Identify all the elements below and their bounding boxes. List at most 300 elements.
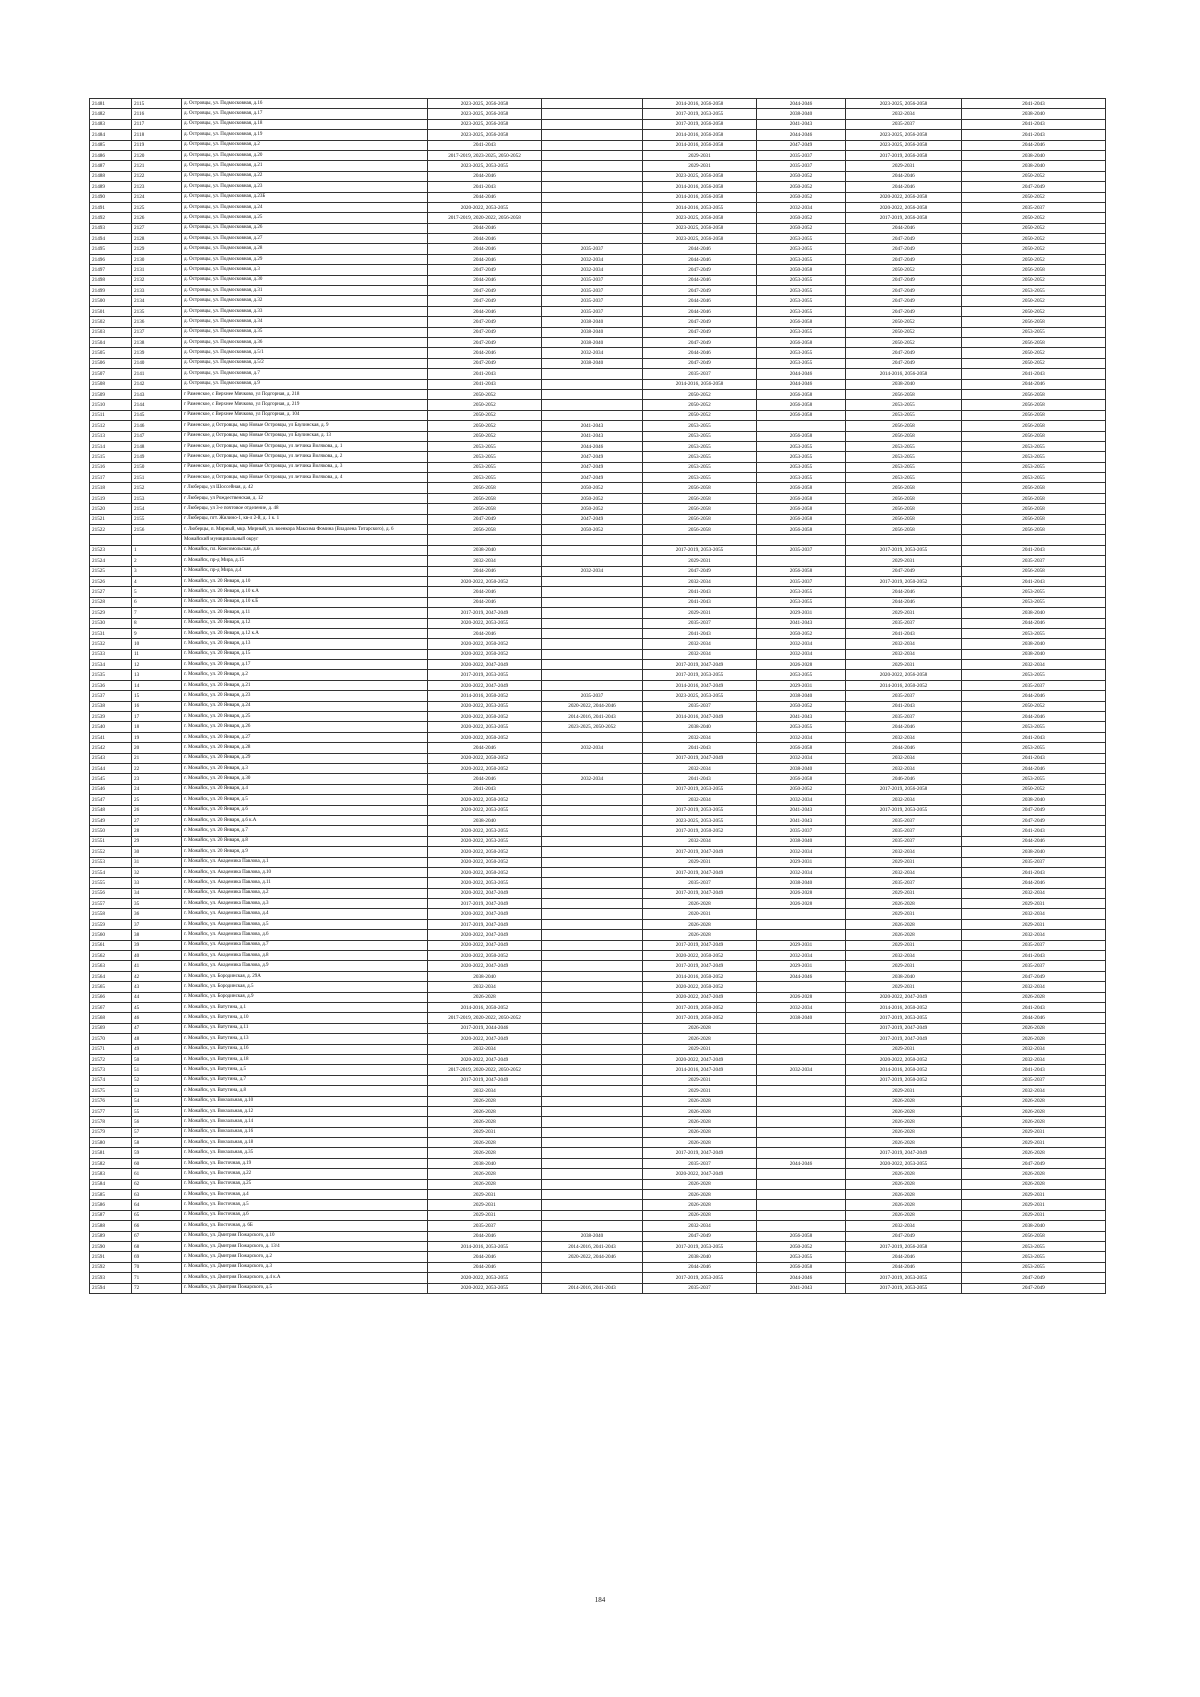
period-1-cell: 2020-2022, 2050-2052: [428, 576, 542, 586]
period-2-cell: [542, 1034, 643, 1044]
period-2-cell: [542, 639, 643, 649]
period-1-cell: 2050-2052: [428, 431, 542, 441]
period-5-cell: 2032-2034: [846, 1221, 962, 1231]
period-3-cell: 2020-2022, 2047-2049: [643, 1054, 757, 1064]
row-number-cell: 21482: [90, 109, 132, 119]
table-row: [90, 712, 1106, 722]
period-6-cell: 2050-2052: [962, 275, 1106, 285]
period-6-cell: 2053-2055: [962, 441, 1106, 451]
period-1-cell: 2047-2049: [428, 296, 542, 306]
address-cell: г. Можайск, ул. Дмитрия Пожарского, д.4 к.А: [182, 1273, 428, 1283]
period-6-cell: 2050-2052: [962, 223, 1106, 233]
period-2-cell: [542, 389, 643, 399]
address-cell: д. Островцы, ул. Подмосковная, д.29: [182, 254, 428, 264]
period-2-cell: [542, 670, 643, 680]
period-3-cell: 2032-2034: [643, 576, 757, 586]
period-1-cell: 2017-2019, 2047-2049: [428, 608, 542, 618]
item-number-cell: 2138: [132, 337, 182, 347]
row-number-cell: 21518: [90, 483, 132, 493]
period-1-cell: 2026-2028: [428, 992, 542, 1002]
period-5-cell: 2026-2028: [846, 1106, 962, 1116]
table-row: [90, 566, 1106, 576]
row-number-cell: 21577: [90, 1106, 132, 1116]
table-row: [90, 410, 1106, 420]
address-cell: г. Можайск, ул. 20 Января, д.13: [182, 639, 428, 649]
period-4-cell: 2053-2055: [757, 473, 846, 483]
item-number-cell: 2132: [132, 275, 182, 285]
row-number-cell: 21531: [90, 628, 132, 638]
period-4-cell: 2053-2055: [757, 306, 846, 316]
row-number-cell: 21555: [90, 878, 132, 888]
period-5-cell: 2038-2040: [846, 971, 962, 981]
period-1-cell: 2044-2046: [428, 192, 542, 202]
period-1-cell: 2044-2046: [428, 306, 542, 316]
table-row: [90, 722, 1106, 732]
period-4-cell: 2053-2055: [757, 587, 846, 597]
period-1-cell: 2023-2025, 2056-2058: [428, 119, 542, 129]
period-5-cell: 2026-2028: [846, 1210, 962, 1220]
address-cell: г. Можайск, ул. 20 Января, д.6: [182, 805, 428, 815]
period-5-cell: 2026-2028: [846, 919, 962, 929]
row-number-cell: 21546: [90, 784, 132, 794]
period-6-cell: 2041-2043: [962, 753, 1106, 763]
period-6-cell: 2050-2052: [962, 213, 1106, 223]
period-6-cell: 2053-2055: [962, 473, 1106, 483]
period-6-cell: 2056-2058: [962, 265, 1106, 275]
period-3-cell: 2017-2019, 2047-2049: [643, 940, 757, 950]
table-row: [90, 587, 1106, 597]
period-3-cell: 2032-2034: [643, 732, 757, 742]
table-row: [90, 909, 1106, 919]
period-6-cell: 2041-2043: [962, 545, 1106, 555]
row-number-cell: 21505: [90, 348, 132, 358]
period-6-cell: 2026-2028: [962, 1096, 1106, 1106]
address-cell: г. Можайск, ул. Восточная, д.4: [182, 1190, 428, 1200]
period-5-cell: 2026-2028: [846, 1127, 962, 1137]
period-1-cell: 2044-2046: [428, 244, 542, 254]
period-4-cell: 2029-2031: [757, 680, 846, 690]
table-row: [90, 649, 1106, 659]
item-number-cell: 2120: [132, 150, 182, 160]
table-row: [90, 140, 1106, 150]
period-4-cell: 2053-2055: [757, 722, 846, 732]
register-table-container: [89, 98, 1105, 1294]
period-4-cell: 2056-2058: [757, 504, 846, 514]
period-5-cell: 2056-2058: [846, 514, 962, 524]
period-3-cell: 2038-2040: [643, 1252, 757, 1262]
table-row: [90, 109, 1106, 119]
period-4-cell: 2044-2046: [757, 971, 846, 981]
row-number-cell: 21591: [90, 1252, 132, 1262]
period-4-cell: [757, 1210, 846, 1220]
item-number-cell: 10: [132, 639, 182, 649]
period-1-cell: 2044-2046: [428, 348, 542, 358]
period-1-cell: 2044-2046: [428, 587, 542, 597]
address-cell: д. Островцы, ул. Подмосковная, д.19: [182, 130, 428, 140]
item-number-cell: 40: [132, 951, 182, 961]
row-number-cell: 21572: [90, 1054, 132, 1064]
period-1-cell: 2038-2040: [428, 545, 542, 555]
period-6-cell: 2026-2028: [962, 1106, 1106, 1116]
period-6-cell: 2053-2055: [962, 670, 1106, 680]
period-4-cell: 2056-2058: [757, 317, 846, 327]
period-6-cell: 2041-2043: [962, 119, 1106, 129]
item-number-cell: 26: [132, 805, 182, 815]
row-number-cell: 21563: [90, 961, 132, 971]
period-5-cell: 2035-2037: [846, 712, 962, 722]
period-3-cell: 2053-2055: [643, 441, 757, 451]
period-3-cell: 2053-2055: [643, 462, 757, 472]
address-cell: г. Можайск, ул. Академика Павлова, д.4: [182, 909, 428, 919]
item-number-cell: 67: [132, 1231, 182, 1241]
period-4-cell: 2053-2055: [757, 327, 846, 337]
period-6-cell: 2032-2034: [962, 909, 1106, 919]
period-5-cell: 2029-2031: [846, 909, 962, 919]
row-number-cell: 21522: [90, 525, 132, 535]
row-number-cell: 21494: [90, 234, 132, 244]
period-3-cell: 2044-2046: [643, 348, 757, 358]
address-cell: г Раменское, д Островцы, мкр Новые Островцы, ул летчика Волчкова, д. 1: [182, 441, 428, 451]
period-3-cell: 2020-2022, 2050-2052: [643, 982, 757, 992]
address-cell: г. Можайск, ул. 20 Января, д.12 к.А: [182, 628, 428, 638]
period-1-cell: 2026-2028: [428, 1148, 542, 1158]
period-4-cell: 2050-2052: [757, 192, 846, 202]
row-number-cell: 21498: [90, 275, 132, 285]
period-2-cell: [542, 649, 643, 659]
address-cell: г. Можайск, ул. Дмитрия Пожарского, д.3: [182, 1262, 428, 1272]
table-row: [90, 608, 1106, 618]
row-number-cell: 21543: [90, 753, 132, 763]
period-4-cell: 2032-2034: [757, 867, 846, 877]
table-row: [90, 1210, 1106, 1220]
period-6-cell: 2050-2052: [962, 784, 1106, 794]
row-number-cell: 21512: [90, 421, 132, 431]
period-4-cell: 2026-2028: [757, 899, 846, 909]
row-number-cell: 21589: [90, 1231, 132, 1241]
item-number-cell: 2125: [132, 202, 182, 212]
table-row: [90, 1086, 1106, 1096]
period-5-cell: 2026-2028: [846, 1179, 962, 1189]
item-number-cell: 2140: [132, 358, 182, 368]
row-number-cell: 21517: [90, 473, 132, 483]
period-1-cell: 2050-2052: [428, 389, 542, 399]
table-row: [90, 826, 1106, 836]
item-number-cell: 18: [132, 722, 182, 732]
period-4-cell: [757, 1221, 846, 1231]
register-table: [89, 98, 1106, 1294]
period-4-cell: 2056-2058: [757, 566, 846, 576]
table-row: [90, 1127, 1106, 1137]
row-number-cell: 21497: [90, 265, 132, 275]
item-number-cell: 2143: [132, 389, 182, 399]
period-6-cell: 2038-2040: [962, 639, 1106, 649]
period-2-cell: 2050-2052: [542, 483, 643, 493]
period-6-cell: 2056-2058: [962, 566, 1106, 576]
period-4-cell: [757, 982, 846, 992]
period-3-cell: 2044-2046: [643, 244, 757, 254]
period-4-cell: 2035-2037: [757, 545, 846, 555]
period-4-cell: 2053-2055: [757, 286, 846, 296]
item-number-cell: 61: [132, 1169, 182, 1179]
table-row: [90, 660, 1106, 670]
period-4-cell: 2053-2055: [757, 348, 846, 358]
period-6-cell: 2038-2040: [962, 795, 1106, 805]
period-2-cell: [542, 1148, 643, 1158]
item-number-cell: 36: [132, 909, 182, 919]
period-6-cell: 2026-2028: [962, 1023, 1106, 1033]
period-1-cell: 2044-2046: [428, 275, 542, 285]
period-3-cell: 2041-2043: [643, 597, 757, 607]
period-6-cell: 2044-2046: [962, 878, 1106, 888]
period-4-cell: 2056-2058: [757, 743, 846, 753]
period-2-cell: [542, 1106, 643, 1116]
period-4-cell: 2044-2046: [757, 369, 846, 379]
item-number-cell: 2148: [132, 441, 182, 451]
period-6-cell: 2056-2058: [962, 400, 1106, 410]
period-3-cell: 2029-2031: [643, 608, 757, 618]
period-3-cell: 2050-2052: [643, 410, 757, 420]
period-3-cell: 2053-2055: [643, 431, 757, 441]
period-2-cell: 2041-2043: [542, 431, 643, 441]
period-2-cell: [542, 815, 643, 825]
period-2-cell: [542, 680, 643, 690]
table-row: [90, 576, 1106, 586]
address-cell: г. Можайск, ул. 20 Января, д.26: [182, 722, 428, 732]
period-4-cell: 2056-2058: [757, 1262, 846, 1272]
period-3-cell: 2017-2019, 2053-2055: [643, 1241, 757, 1251]
period-3-cell: 2053-2055: [643, 452, 757, 462]
period-6-cell: 2032-2034: [962, 1044, 1106, 1054]
item-number-cell: 14: [132, 680, 182, 690]
period-1-cell: 2023-2025, 2056-2058: [428, 130, 542, 140]
period-1-cell: 2023-2025, 2053-2055: [428, 161, 542, 171]
item-number-cell: 2149: [132, 452, 182, 462]
period-2-cell: 2032-2034: [542, 254, 643, 264]
row-number-cell: 21561: [90, 940, 132, 950]
period-1-cell: 2020-2022, 2047-2049: [428, 888, 542, 898]
period-6-cell: 2029-2031: [962, 1190, 1106, 1200]
period-5-cell: 2020-2022, 2050-2052: [846, 1054, 962, 1064]
period-3-cell: 2026-2028: [643, 1210, 757, 1220]
table-row: [90, 358, 1106, 368]
table-row: [90, 296, 1106, 306]
period-5-cell: 2044-2046: [846, 722, 962, 732]
period-1-cell: 2020-2022, 2053-2055: [428, 202, 542, 212]
period-1-cell: 2020-2022, 2047-2049: [428, 961, 542, 971]
period-6-cell: 2044-2046: [962, 618, 1106, 628]
period-4-cell: [757, 1127, 846, 1137]
period-1-cell: 2020-2022, 2047-2049: [428, 1034, 542, 1044]
period-6-cell: 2035-2037: [962, 556, 1106, 566]
row-number-cell: 21576: [90, 1096, 132, 1106]
period-6-cell: 2050-2052: [962, 254, 1106, 264]
period-2-cell: 2020-2022, 2044-2046: [542, 1252, 643, 1262]
period-1-cell: 2026-2028: [428, 1096, 542, 1106]
period-4-cell: 2032-2034: [757, 649, 846, 659]
row-number-cell: 21586: [90, 1200, 132, 1210]
period-1-cell: 2044-2046: [428, 597, 542, 607]
row-number-cell: 21566: [90, 992, 132, 1002]
period-3-cell: 2026-2028: [643, 1117, 757, 1127]
period-5-cell: 2035-2037: [846, 815, 962, 825]
address-cell: г. Можайск, ул. 20 Января, д.6 к.А: [182, 815, 428, 825]
address-cell: г. Можайск, ул. 20 Января, д.4: [182, 784, 428, 794]
table-row: [90, 628, 1106, 638]
address-cell: д. Островцы, ул. Подмосковная, д.32: [182, 296, 428, 306]
period-3-cell: 2014-2016, 2047-2049: [643, 680, 757, 690]
period-6-cell: 2053-2055: [962, 286, 1106, 296]
table-row: [90, 556, 1106, 566]
period-2-cell: [542, 909, 643, 919]
period-5-cell: 2026-2028: [846, 1138, 962, 1148]
period-6-cell: 2047-2049: [962, 1158, 1106, 1168]
address-cell: г. Можайск, ул. Восточная, д. 6Б: [182, 1221, 428, 1231]
period-5-cell: 2041-2043: [846, 701, 962, 711]
item-number-cell: 66: [132, 1221, 182, 1231]
period-3-cell: 2056-2058: [643, 483, 757, 493]
period-5-cell: 2014-2016, 2050-2052: [846, 1002, 962, 1012]
period-2-cell: [542, 556, 643, 566]
item-number-cell: 22: [132, 764, 182, 774]
item-number-cell: 2147: [132, 431, 182, 441]
period-5-cell: 2032-2034: [846, 732, 962, 742]
row-number-cell: 21523: [90, 545, 132, 555]
period-2-cell: [542, 1117, 643, 1127]
period-1-cell: 2041-2043: [428, 182, 542, 192]
table-row: [90, 815, 1106, 825]
period-2-cell: 2014-2016, 2041-2043: [542, 1283, 643, 1293]
period-1-cell: 2020-2022, 2050-2052: [428, 857, 542, 867]
table-row: [90, 150, 1106, 160]
period-2-cell: [542, 535, 643, 545]
item-number-cell: 37: [132, 919, 182, 929]
period-2-cell: [542, 961, 643, 971]
period-6-cell: 2026-2028: [962, 1034, 1106, 1044]
row-number-cell: 21541: [90, 732, 132, 742]
period-2-cell: 2038-2040: [542, 317, 643, 327]
period-3-cell: 2023-2025, 2056-2058: [643, 223, 757, 233]
period-6-cell: 2029-2031: [962, 1210, 1106, 1220]
item-number-cell: [132, 535, 182, 545]
item-number-cell: 35: [132, 899, 182, 909]
table-row: [90, 919, 1106, 929]
period-5-cell: 2032-2034: [846, 639, 962, 649]
period-5-cell: 2026-2028: [846, 930, 962, 940]
address-cell: д. Островцы, ул. Подмосковная, д.5/2: [182, 358, 428, 368]
period-5-cell: 2053-2055: [846, 452, 962, 462]
period-6-cell: 2056-2058: [962, 504, 1106, 514]
period-3-cell: 2014-2016, 2056-2058: [643, 130, 757, 140]
period-1-cell: 2044-2046: [428, 743, 542, 753]
row-number-cell: 21487: [90, 161, 132, 171]
period-6-cell: 2053-2055: [962, 452, 1106, 462]
period-2-cell: [542, 836, 643, 846]
item-number-cell: 2156: [132, 525, 182, 535]
table-row: [90, 493, 1106, 503]
row-number-cell: 21491: [90, 202, 132, 212]
period-6-cell: 2050-2052: [962, 701, 1106, 711]
address-cell: г. Можайск, ул. Дмитрия Пожарского, д. 13/4: [182, 1241, 428, 1251]
table-row: [90, 867, 1106, 877]
period-4-cell: 2029-2031: [757, 608, 846, 618]
period-3-cell: 2026-2028: [643, 1023, 757, 1033]
period-5-cell: 2026-2028: [846, 1200, 962, 1210]
period-2-cell: 2035-2037: [542, 691, 643, 701]
period-3-cell: 2047-2049: [643, 337, 757, 347]
address-cell: г. Можайск, ул. Академика Павлова, д.3: [182, 899, 428, 909]
period-3-cell: 2029-2031: [643, 857, 757, 867]
period-2-cell: 2047-2049: [542, 473, 643, 483]
period-6-cell: 2044-2046: [962, 379, 1106, 389]
address-cell: д. Островцы, ул. Подмосковная, д.18: [182, 119, 428, 129]
period-1-cell: 2020-2022, 2053-2055: [428, 1283, 542, 1293]
period-4-cell: 2032-2034: [757, 202, 846, 212]
item-number-cell: 46: [132, 1013, 182, 1023]
period-3-cell: 2026-2028: [643, 1138, 757, 1148]
period-2-cell: [542, 150, 643, 160]
period-4-cell: 2032-2034: [757, 639, 846, 649]
row-number-cell: 21504: [90, 337, 132, 347]
period-5-cell: 2017-2019, 2047-2049: [846, 1034, 962, 1044]
item-number-cell: 25: [132, 795, 182, 805]
period-6-cell: 2032-2034: [962, 1054, 1106, 1064]
period-5-cell: 2020-2022, 2053-2055: [846, 1158, 962, 1168]
item-number-cell: 2118: [132, 130, 182, 140]
table-row: [90, 1221, 1106, 1231]
address-cell: г. Можайск, ул. Бородинская, д. 29А: [182, 971, 428, 981]
period-6-cell: 2032-2034: [962, 888, 1106, 898]
period-5-cell: 2029-2031: [846, 961, 962, 971]
address-cell: г. Можайск, ул. Ватутина, д.16: [182, 1044, 428, 1054]
period-4-cell: [757, 930, 846, 940]
period-3-cell: 2023-2025, 2056-2058: [643, 171, 757, 181]
period-1-cell: 2044-2046: [428, 1231, 542, 1241]
period-6-cell: 2041-2043: [962, 99, 1106, 109]
item-number-cell: 2137: [132, 327, 182, 337]
period-3-cell: 2032-2034: [643, 639, 757, 649]
row-number-cell: 21567: [90, 1002, 132, 1012]
period-1-cell: 2020-2022, 2050-2052: [428, 649, 542, 659]
period-2-cell: [542, 982, 643, 992]
period-4-cell: [757, 1054, 846, 1064]
address-cell: д. Островцы, ул. Подмосковная, д.26: [182, 223, 428, 233]
table-row: [90, 847, 1106, 857]
period-2-cell: 2050-2052: [542, 504, 643, 514]
period-1-cell: 2020-2022, 2053-2055: [428, 878, 542, 888]
item-number-cell: 4: [132, 576, 182, 586]
address-cell: г. Можайск, ул. 20 Января, д.7: [182, 826, 428, 836]
address-cell: г. Можайск, ул. Академика Павлова, д.9: [182, 961, 428, 971]
period-5-cell: 2032-2034: [846, 795, 962, 805]
period-6-cell: 2056-2058: [962, 421, 1106, 431]
period-1-cell: 2047-2049: [428, 358, 542, 368]
address-cell: г Люберцы, ул 3-е почтовое отделение, д. 48: [182, 504, 428, 514]
period-5-cell: 2020-2022, 2056-2058: [846, 670, 962, 680]
table-row: [90, 234, 1106, 244]
address-cell: г. Можайск, ул. Дмитрия Пожарского, д.2: [182, 1252, 428, 1262]
period-4-cell: 2053-2055: [757, 254, 846, 264]
item-number-cell: 2145: [132, 410, 182, 420]
item-number-cell: 12: [132, 660, 182, 670]
address-cell: г. Можайск, ул. 20 Января, д.10 к.А: [182, 587, 428, 597]
item-number-cell: 21: [132, 753, 182, 763]
period-5-cell: 2047-2049: [846, 566, 962, 576]
address-cell: г. Можайск, ул. Вокзальная, д.14: [182, 1117, 428, 1127]
period-2-cell: 2032-2034: [542, 265, 643, 275]
period-2-cell: [542, 182, 643, 192]
period-3-cell: 2014-2016, 2056-2058: [643, 140, 757, 150]
period-6-cell: 2041-2043: [962, 732, 1106, 742]
